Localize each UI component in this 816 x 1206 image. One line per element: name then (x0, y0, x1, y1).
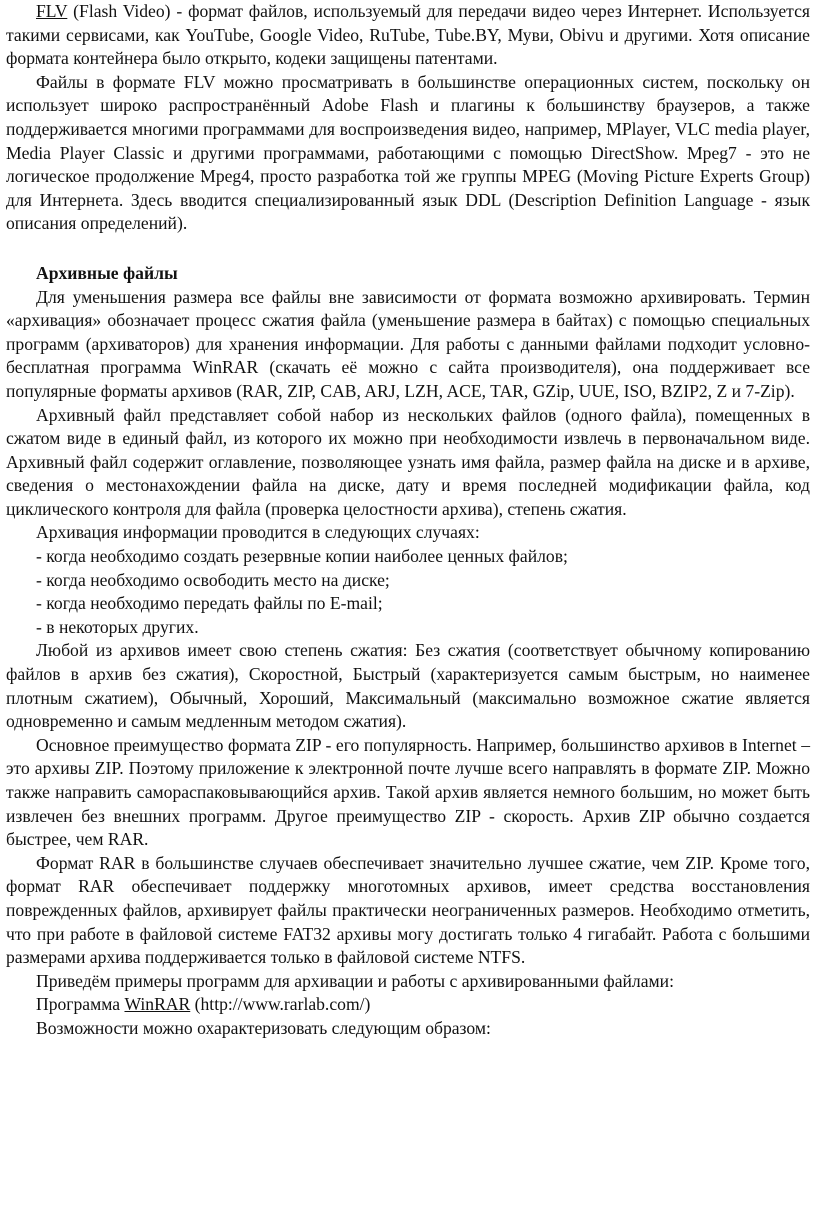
list-item: - когда необходимо передать файлы по E-mail; (36, 593, 383, 614)
paragraph-archiving-intro: Для уменьшения размера все файлы вне зависимости от формата возможно архивировать. Термин «архивация» обозначает процесс сжатия файла (уменьшение размера в байтах) с помощью специальных программ (архиваторов) для хранения информации. Для работы с данными файлами подходит условно-бесплатная программа WinRAR (скачать её можно с сайта производителя), она поддерживает все популярные форматы архивов (RAR, ZIP, CAB, ARJ, LZH, ACE, TAR, GZip, UUE, ISO, BZIP2, Z и 7-Zip). (6, 286, 810, 401)
heading-archive-files: Архивные файлы (36, 262, 178, 283)
paragraph-zip-advantages: Основное преимущество формата ZIP - его популярность. Например, большинство архивов в Internet – это архивы ZIP. Поэтому приложение к электронной почте лучше всего направлять в формате ZIP. Можно также направить самораспаковывающийся архив. Такой архив является немного большим, но может быть извлечен без внешних программ. Другое преимущество ZIP - скорость. Архив ZIP обычно создается быстрее, чем RAR. (6, 734, 810, 850)
paragraph-winrar (6, 993, 810, 1017)
list-item: - когда необходимо освободить место на диске; (36, 569, 390, 590)
paragraph-program-examples: Приведём примеры программ для архивации и работы с архивированными файлами: (36, 970, 674, 991)
paragraph-rar-advantages: Формат RAR в большинстве случаев обеспечивает значительно лучшее сжатие, чем ZIP. Кроме того, формат RAR обеспечивает поддержку многотомных архивов, имеет средства восстановления поврежденных файлов, архивирует файлы практически неограниченных размеров. Необходимо отметить, что при работе в файловой системе FAT32 архивы могу достигать только 4 гигабайт. Работа с большими размерами архива поддерживается только в файловой системе NTFS. (6, 852, 810, 968)
list-item: - в некоторых других. (36, 616, 199, 637)
paragraph-flv-support: Файлы в формате FLV можно просматривать в большинстве операционных систем, поскольку он использует широко распространённый Adobe Flash и плагины к большинству браузеров, а также поддерживается многими программами для воспроизведения видео, например, MPlayer, VLC media player, Media Player Classic и другими программами, работающими с помощью DirectShow. Mpeg7 - это не логическое продолжение Mpeg4, просто разработка той же группы MPEG (Moving Picture Experts Group) для Интернета. Здесь вводится специализированный язык DDL (Description Definition Language - язык описания определений). (6, 71, 810, 234)
list-item: - когда необходимо создать резервные копии наиболее ценных файлов; (36, 546, 568, 567)
winrar-prefix: Программа (36, 994, 125, 1015)
flv-link[interactable]: FLV (36, 1, 68, 21)
winrar-link[interactable]: WinRAR (124, 994, 191, 1015)
paragraph-archiving-cases: Архивация информации проводится в следующих случаях: (36, 522, 480, 543)
paragraph-compression-levels: Любой из архивов имеет свою степень сжатия: Без сжатия (соответствует обычному копированию файлов в архив без сжатия), Скоростной, Быстрый (характеризуется самым быстрым, но наименее плотным сжатием), Обычный, Хороший, Максимальный (максимально возможное сжатие является одновременно и самым медленным методом сжатия). (6, 640, 810, 732)
paragraph-flv-intro-text: (Flash Video) - формат файлов, используемый для передачи видео через Интернет. Используется такими сервисами, как YouTube, Google Video, RuTube, Tube.BY, Муви, Obivu и другими. Хотя описание формата контейнера было открыто, кодеки защищены патентами. (6, 1, 810, 69)
paragraph-archive-file: Архивный файл представляет собой набор из нескольких файлов (одного файла), помещенных в сжатом виде в единый файл, из которого их можно при необходимости извлечь в первоначальном виде. Архивный файл содержит оглавление, позволяющее узнать имя файла, размер файла на диске и в архиве, сведения о местонахождении файла на диске, дату и время последней модификации файла, код циклического контроля для файла (проверка целостности архива), степень сжатия. (6, 404, 810, 519)
paragraph-capabilities: Возможности можно охарактеризовать следующим образом: (36, 1017, 491, 1038)
winrar-url: (http://www.rarlab.com/) (190, 994, 371, 1015)
paragraph-flv-intro (6, 0, 810, 71)
